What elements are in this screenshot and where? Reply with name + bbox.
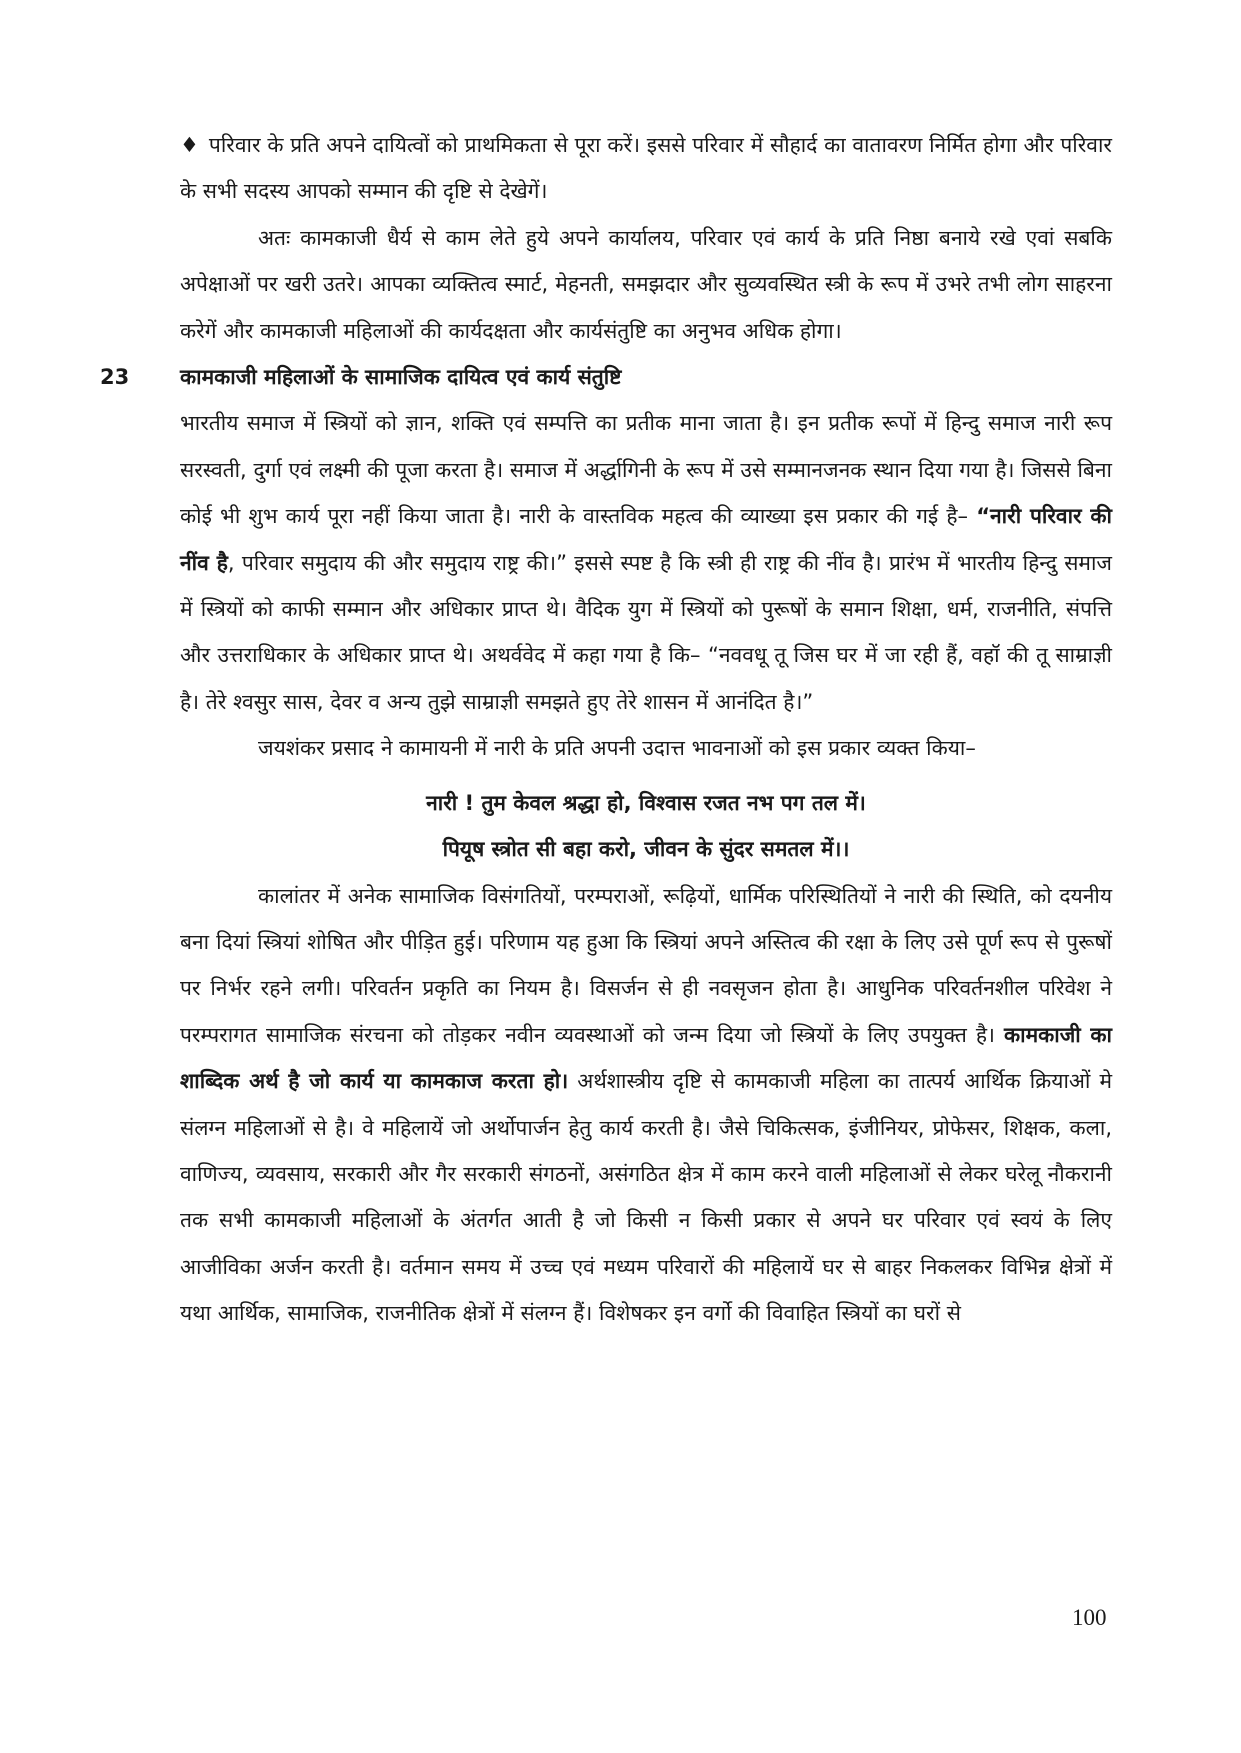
conclusion-paragraph: अतः कामकाजी धैर्य से काम लेते हुये अपने कार्यालय, परिवार एवं कार्य के प्रति निष्ठा बनाये रखे एवां सबकि अपेक्षाओं पर खरी उतरे। आपका व्यक्तित्व स्मार्ट, मेहनती, समझदार और सुव्यवस्थित स्त्री के रूप में उभरे तभी लोग साहरना करेगें और कामकाजी महिलाओं की कार्यदक्षता और कार्यसंतुष्टि का अनुभव अधिक होगा। <box>180 225 1112 343</box>
modern-bold-definition: कामकाजी का शाब्दिक अर्थ है जो कार्य या कामकाज करता हो। <box>180 1022 1112 1094</box>
section-title: कामकाजी महिलाओं के सामाजिक दायित्व एवं कार्य संतुष्टि <box>180 365 622 390</box>
kamayani-paragraph: जयशंकर प्रसाद ने कामायनी में नारी के प्रति अपनी उदात्त भावनाओं को इस प्रकार व्यक्त किया– <box>258 736 976 761</box>
intro-text: परिवार के प्रति अपने दायित्वों को प्राथमिकता से पूरा करें। इससे परिवार में सौहार्द का वातावरण निर्मित होगा और परिवार के सभी सदस्य आपको सम्मान की दृष्टि से देखेगें। <box>180 133 1112 204</box>
society-text-2: , परिवार समुदाय की और समुदाय राष्ट्र की।” इससे स्पष्ट है कि स्त्री ही राष्ट्र की नींव है। प्रारंभ में भारतीय हिन्दु समाज में स्त्रियों को काफी सम्मान और अधिकार प्राप्त थे। वैदिक युग में स्त्रियों को पुरूषों के समान शिक्षा, धर्म, राजनीति, संपत्ति और उत्तराधिकार के अधिकार प्राप्त थे। अथर्ववेद में कहा गया है कि– “नववधू तू जिस घर में जा रही हैं, वहॉ की तू साम्राज्ञी है। तेरे श्वसुर सास, देवर व अन्य तुझे साम्राज्ञी समझते हुए तेरे शासन में आनंदित है।” <box>180 550 1113 714</box>
section-heading <box>100 354 1112 400</box>
society-text-1: भारतीय समाज में स्त्रियों को ज्ञान, शक्ति एवं सम्पत्ति का प्रतीक माना जाता है। इन प्रतीक रूपों में हिन्दु समाज नारी रूप सरस्वती, दुर्गा एवं लक्ष्मी की पूजा करता है। समाज में अर्द्धागिनी के रूप में उसे सम्मानजनक स्थान दिया गया है। जिससे बिना कोई भी शुभ कार्य पूरा नहीं किया जाता है। नारी के वास्तविक महत्व की व्याख्या इस प्रकार की गई है– <box>180 411 1112 529</box>
page-body <box>100 122 1113 1337</box>
section-number: 23 <box>100 365 130 390</box>
modern-text-1: कालांतर में अनेक सामाजिक विसंगतियों, परम्पराओं, रूढ़ियों, धार्मिक परिस्थितियों ने नारी की स्थिति, को दयनीय बना दियां स्त्रियां शोषित और पीड़ित हुई। परिणाम यह हुआ कि स्त्रियां अपने अस्तित्व की रक्षा के लिए उसे पूर्ण रूप से पुरूषों पर निर्भर रहने लगी। परिवर्तन प्रकृति का नियम है। विसर्जन से ही नवसृजन होता है। आधुनिक परिवर्तनशील परिवेश ने परम्परागत सामाजिक संरचना को तोड़कर नवीन व्यवस्थाओं को जन्म दिया जो स्त्रियों के लिए उपयुक्त है। <box>180 883 1112 1047</box>
intro-paragraph <box>180 122 1112 215</box>
verse-line-2: पियूष स्त्रोत सी बहा करो, जीवन के सुंदर समतल में।। <box>442 837 850 862</box>
society-bold-quote: “नारी परिवार की नींव है <box>180 504 1112 575</box>
society-paragraph <box>180 400 1112 725</box>
verse-line-1: नारी ! तुम केवल श्रद्धा हो, विश्वास रजत नभ पग तल में। <box>426 790 866 815</box>
diamond-bullet-icon: ♦ <box>180 133 199 157</box>
modern-paragraph <box>180 873 1112 1337</box>
modern-text-2: अर्थशास्त्रीय दृष्टि से कामकाजी महिला का तात्पर्य आर्थिक क्रियाओं मे संलग्न महिलाओं से है। वे महिलायें जो अर्थोपार्जन हेतु कार्य करती है। जैसे चिकित्सक, इंजीनियर, प्रोफेसर, शिक्षक, कला, वाणिज्य, व्यवसाय, सरकारी और गैर सरकारी संगठनों, असंगठित क्षेत्र में काम करने वाली महिलाओं से लेकर घरेलू नौकरानी तक सभी कामकाजी महिलाओं के अंतर्गत आती है जो किसी न किसी प्रकार से अपने घर परिवार एवं स्वयं के लिए आजीविका अर्जन करती है। वर्तमान समय में उच्च एवं मध्यम परिवारों की महिलायें घर से बाहर निकलकर विभिन्न क्षेत्रों में यथा आर्थिक, सामाजिक, राजनीतिक क्षेत्रों में संलग्न हैं। विशेषकर इन वर्गो की विवाहित स्त्रियों का घरों से <box>180 1069 1112 1326</box>
page-number: 100 <box>1072 1605 1107 1630</box>
